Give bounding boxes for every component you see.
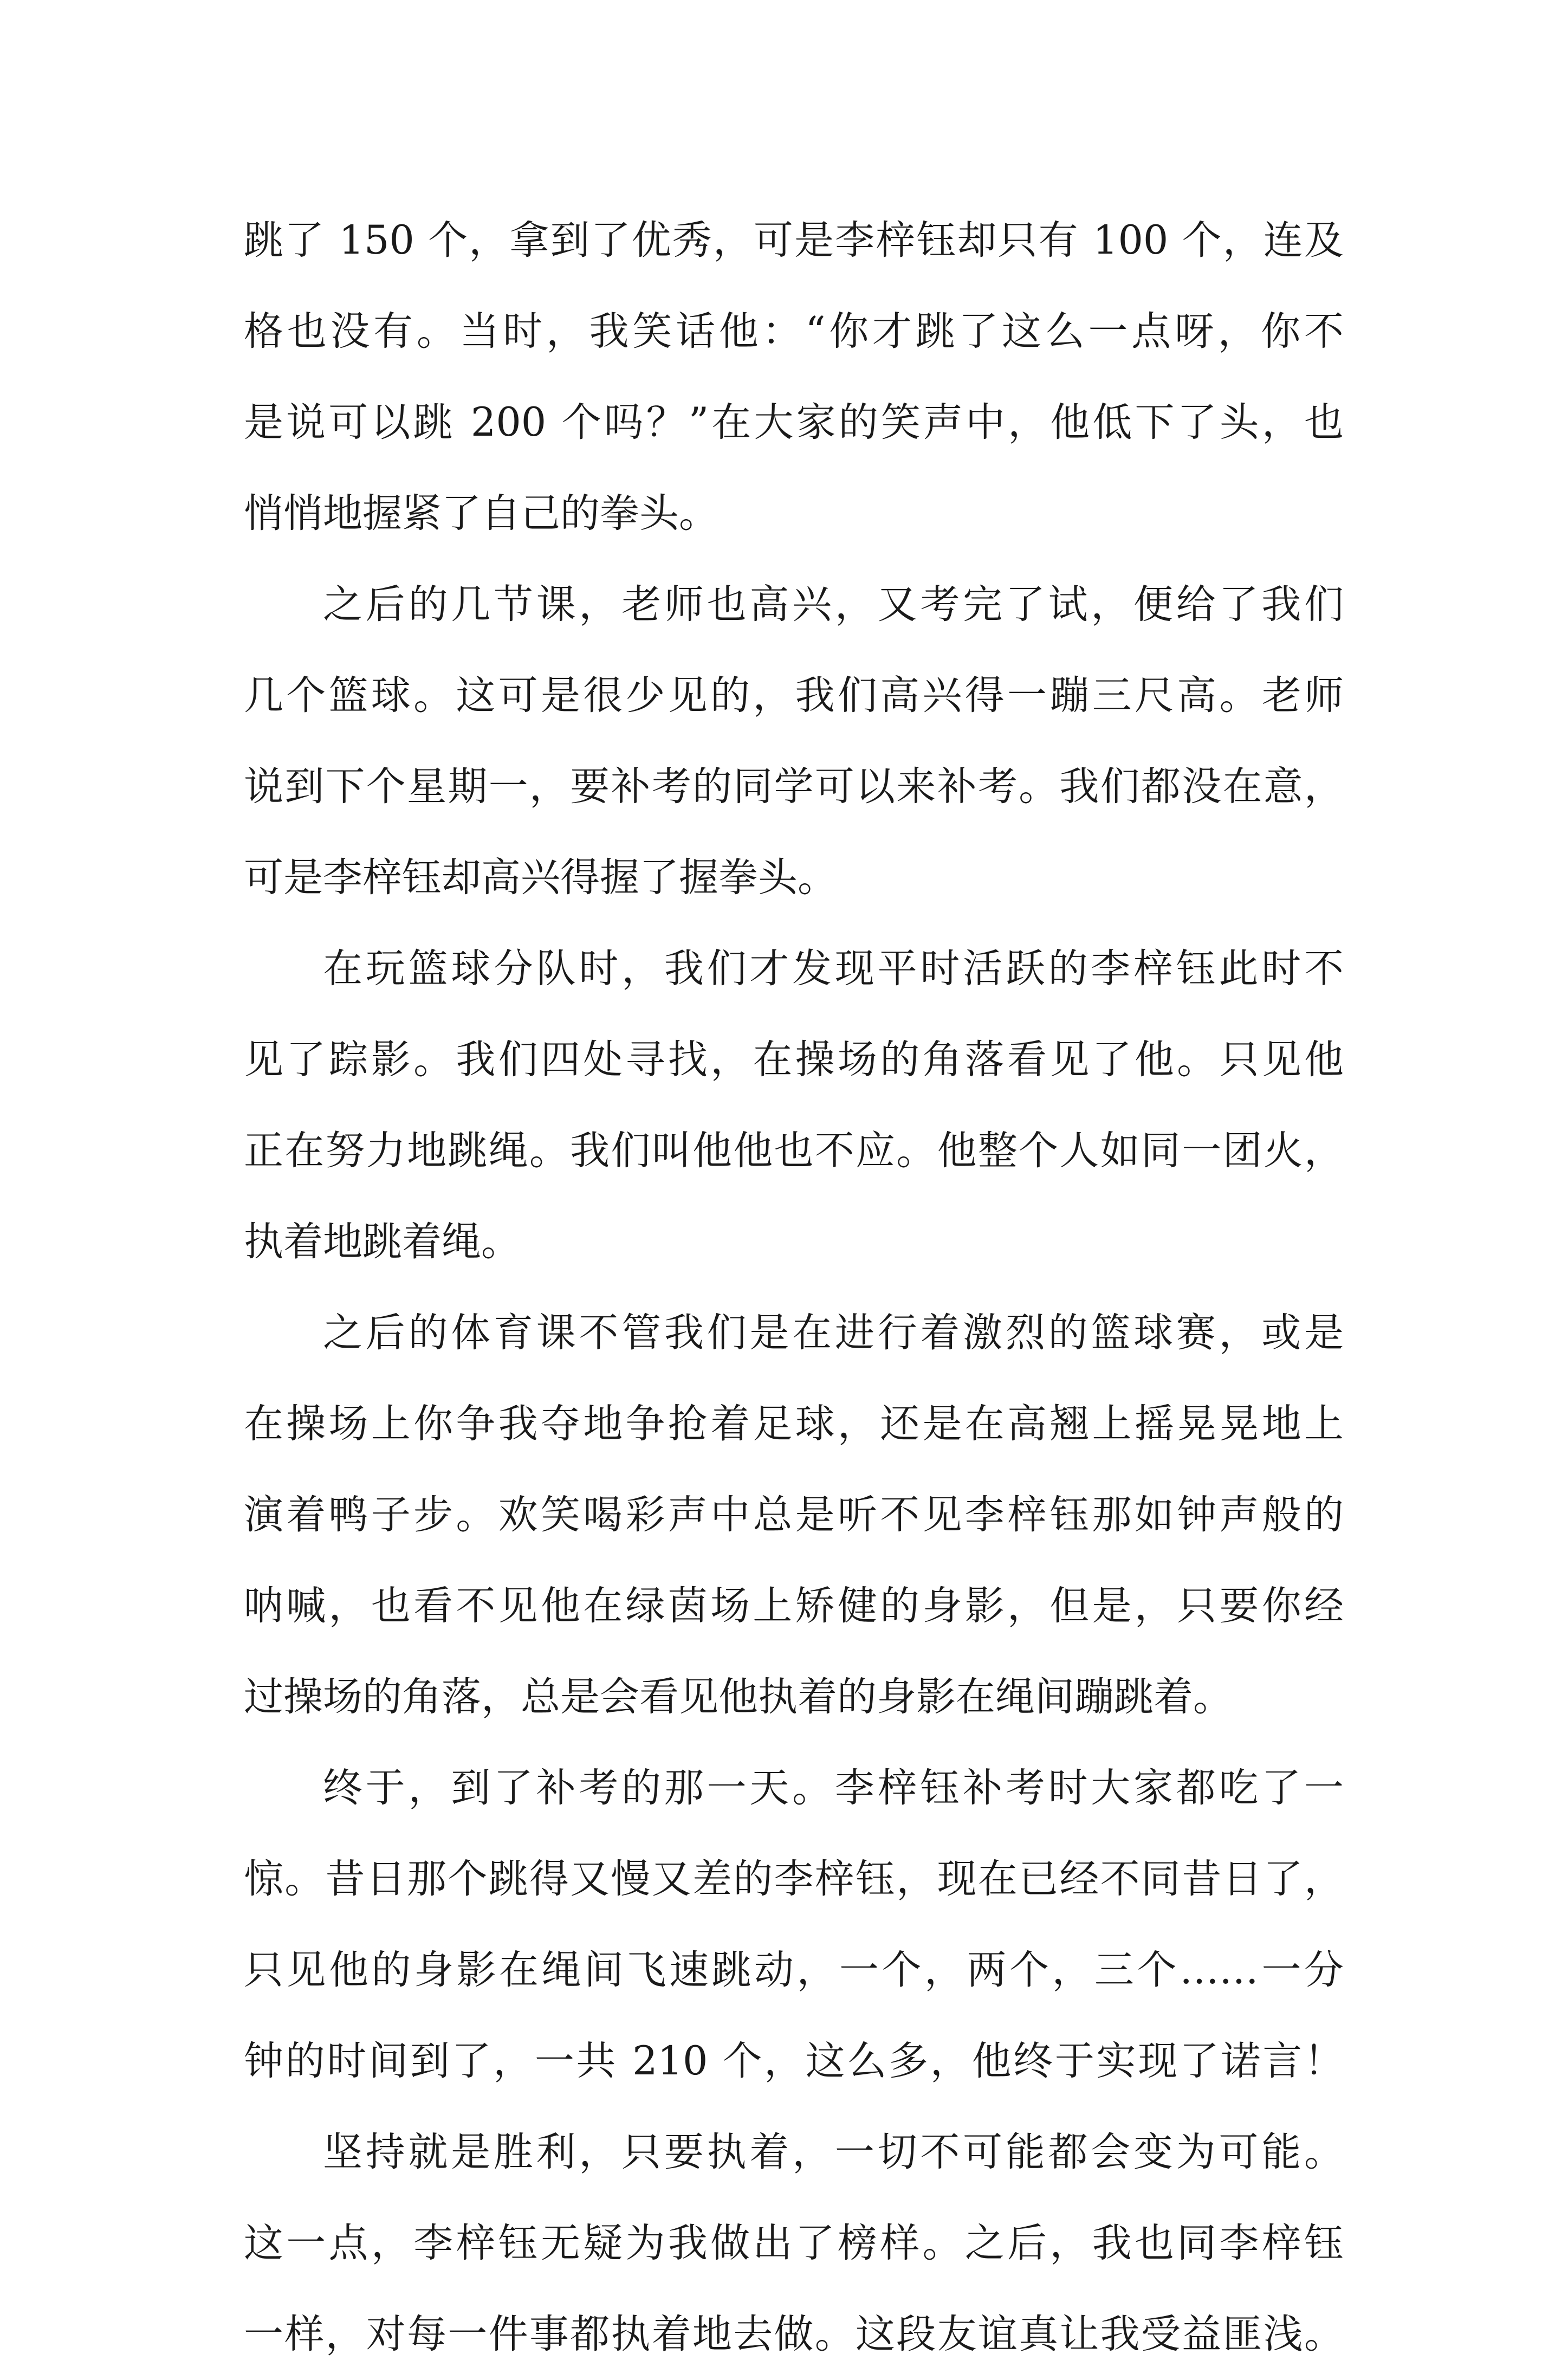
paragraph-3 [244, 923, 1344, 1288]
paragraph-6 [244, 2107, 1344, 2380]
text-line: 执着地跳着绳。 [244, 1219, 521, 1265]
text-line: 过操场的角落，总是会看见他执着的身影在绳间蹦跳着。 [244, 1674, 1233, 1720]
text-line: 之后的体育课不管我们是在进行着激烈的篮球赛，或是 [323, 1310, 1344, 1356]
text-line: 是说可以跳 200 个吗？”在大家的笑声中，他低下了头，也 [244, 399, 1344, 445]
text-line: 这一点，李梓钰无疑为我做出了榜样。之后，我也同李梓钰 [244, 2220, 1344, 2266]
text-line: 格也没有。当时，我笑话他：“你才跳了这么一点呀，你不 [244, 308, 1344, 354]
text-line: 悄悄地握紧了自己的拳头。 [244, 490, 718, 536]
text-line: 钟的时间到了，一共 210 个，这么多，他终于实现了诺言！ [244, 2038, 1344, 2084]
paragraph-5 [244, 1743, 1344, 2107]
text-line: 几个篮球。这可是很少见的，我们高兴得一蹦三尺高。老师 [244, 672, 1344, 719]
text-line: 说到下个星期一，要补考的同学可以来补考。我们都没在意， [244, 764, 1344, 810]
text-line: 呐喊，也看不见他在绿茵场上矫健的身影，但是，只要你经 [244, 1583, 1344, 1629]
text-line: 只见他的身影在绳间飞速跳动，一个，两个，三个……一分 [244, 1947, 1344, 1993]
text-line: 见了踪影。我们四处寻找，在操场的角落看见了他。只见他 [244, 1037, 1344, 1083]
text-line: 在玩篮球分队时，我们才发现平时活跃的李梓钰此时不 [323, 946, 1344, 992]
paragraph-4 [244, 1288, 1344, 1743]
text-line: 正在努力地跳绳。我们叫他他也不应。他整个人如同一团火， [244, 1128, 1344, 1174]
paragraph-2 [244, 559, 1344, 923]
text-line: 演着鸭子步。欢笑喝彩声中总是听不见李梓钰那如钟声般的 [244, 1492, 1344, 1538]
text-line: 一样，对每一件事都执着地去做。这段友谊真让我受益匪浅。 [244, 2311, 1344, 2357]
text-line: 坚持就是胜利，只要执着，一切不可能都会变为可能。 [323, 2129, 1344, 2175]
text-line: 跳了 150 个，拿到了优秀，可是李梓钰却只有 100 个，连及 [244, 217, 1344, 263]
paragraph-1 [244, 195, 1344, 559]
text-line: 在操场上你争我夺地争抢着足球，还是在高翘上摇晃晃地上 [244, 1401, 1344, 1447]
text-line: 之后的几节课，老师也高兴，又考完了试，便给了我们 [323, 581, 1344, 628]
text-line: 终于，到了补考的那一天。李梓钰补考时大家都吃了一 [323, 1765, 1344, 1811]
text-line: 可是李梓钰却高兴得握了握拳头。 [244, 855, 837, 901]
essay-body [244, 195, 1344, 2380]
text-line: 惊。昔日那个跳得又慢又差的李梓钰，现在已经不同昔日了， [244, 1856, 1344, 1902]
